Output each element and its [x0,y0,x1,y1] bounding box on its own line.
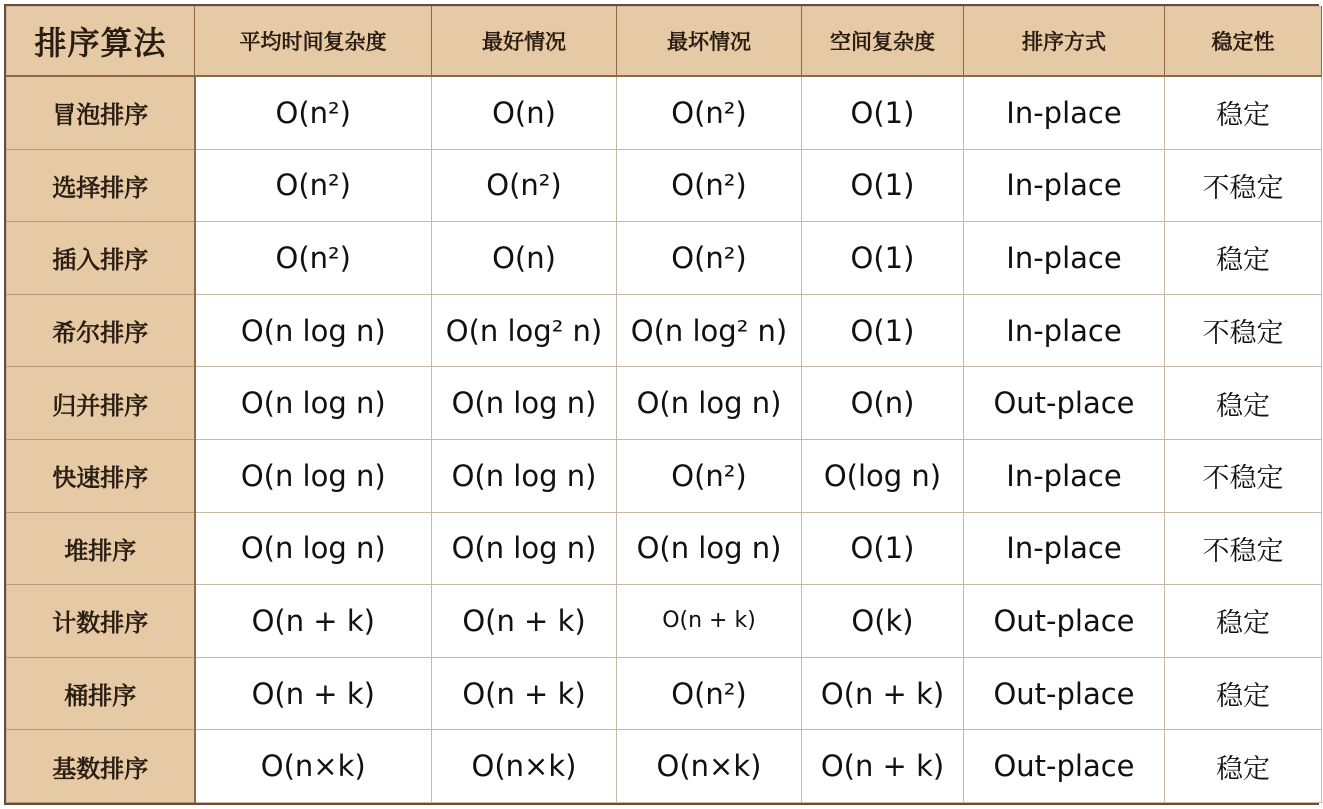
cell-best-case: O(n log² n) [432,294,617,367]
row-algorithm-name: 插入排序 [7,222,195,295]
header-worst-case: 最坏情况 [617,7,802,77]
header-stability: 稳定性 [1165,7,1322,77]
cell-average-time: O(n²) [195,76,432,149]
row-algorithm-name: 选择排序 [7,149,195,222]
cell-worst-case: O(n log² n) [617,294,802,367]
table-row [7,367,1322,440]
cell-average-time: O(n log n) [195,367,432,440]
row-algorithm-name: 桶排序 [7,657,195,730]
cell-stability: 不稳定 [1165,512,1322,585]
table-row [7,585,1322,658]
row-algorithm-name: 基数排序 [7,730,195,803]
cell-method: In-place [964,76,1165,149]
header-row [7,7,1322,77]
cell-best-case: O(n) [432,76,617,149]
cell-method: In-place [964,439,1165,512]
cell-best-case: O(n log n) [432,512,617,585]
cell-best-case: O(n²) [432,149,617,222]
cell-best-case: O(n log n) [432,439,617,512]
table-row [7,439,1322,512]
cell-space: O(k) [802,585,964,658]
cell-space: O(1) [802,294,964,367]
cell-average-time: O(n²) [195,222,432,295]
cell-average-time: O(n + k) [195,585,432,658]
cell-best-case: O(n + k) [432,585,617,658]
cell-worst-case: O(n²) [617,76,802,149]
table-row [7,149,1322,222]
header-algorithm: 排序算法 [7,7,195,77]
sorting-algorithms-table [6,6,1322,803]
cell-worst-case: O(n + k) [617,585,802,658]
cell-space: O(1) [802,76,964,149]
row-algorithm-name: 冒泡排序 [7,76,195,149]
cell-method: In-place [964,149,1165,222]
cell-worst-case: O(n²) [617,149,802,222]
cell-best-case: O(n log n) [432,367,617,440]
cell-method: Out-place [964,585,1165,658]
row-algorithm-name: 快速排序 [7,439,195,512]
cell-average-time: O(n²) [195,149,432,222]
cell-best-case: O(n) [432,222,617,295]
cell-space: O(n) [802,367,964,440]
table-row [7,76,1322,149]
cell-stability: 不稳定 [1165,439,1322,512]
cell-space: O(1) [802,222,964,295]
row-algorithm-name: 堆排序 [7,512,195,585]
cell-average-time: O(n×k) [195,730,432,803]
cell-average-time: O(n log n) [195,512,432,585]
cell-space: O(n + k) [802,657,964,730]
cell-stability: 不稳定 [1165,294,1322,367]
table-row [7,657,1322,730]
cell-method: In-place [964,294,1165,367]
header-average-time: 平均时间复杂度 [195,7,432,77]
cell-average-time: O(n + k) [195,657,432,730]
cell-method: In-place [964,222,1165,295]
table-row [7,222,1322,295]
table-row [7,730,1322,803]
row-algorithm-name: 计数排序 [7,585,195,658]
cell-stability: 稳定 [1165,76,1322,149]
cell-method: Out-place [964,657,1165,730]
row-algorithm-name: 希尔排序 [7,294,195,367]
table-row [7,512,1322,585]
header-best-case: 最好情况 [432,7,617,77]
cell-space: O(1) [802,149,964,222]
cell-stability: 不稳定 [1165,149,1322,222]
cell-stability: 稳定 [1165,222,1322,295]
cell-worst-case: O(n log n) [617,367,802,440]
cell-method: In-place [964,512,1165,585]
cell-stability: 稳定 [1165,585,1322,658]
cell-method: Out-place [964,730,1165,803]
cell-space: O(log n) [802,439,964,512]
cell-average-time: O(n log n) [195,439,432,512]
cell-average-time: O(n log n) [195,294,432,367]
header-method: 排序方式 [964,7,1165,77]
cell-worst-case: O(n²) [617,439,802,512]
cell-best-case: O(n + k) [432,657,617,730]
table-row [7,294,1322,367]
cell-worst-case: O(n×k) [617,730,802,803]
row-algorithm-name: 归并排序 [7,367,195,440]
cell-stability: 稳定 [1165,657,1322,730]
cell-stability: 稳定 [1165,730,1322,803]
cell-worst-case: O(n²) [617,657,802,730]
cell-stability: 稳定 [1165,367,1322,440]
cell-worst-case: O(n²) [617,222,802,295]
cell-worst-case: O(n log n) [617,512,802,585]
cell-method: Out-place [964,367,1165,440]
cell-space: O(n + k) [802,730,964,803]
header-space: 空间复杂度 [802,7,964,77]
sorting-algorithms-table-frame [4,4,1319,805]
cell-space: O(1) [802,512,964,585]
cell-best-case: O(n×k) [432,730,617,803]
